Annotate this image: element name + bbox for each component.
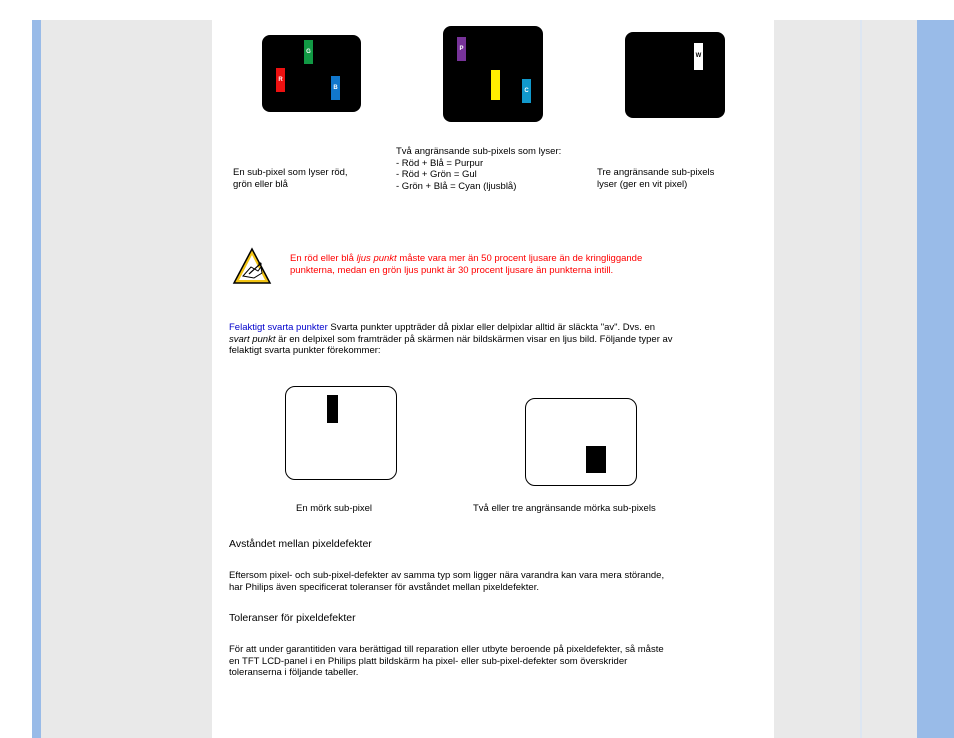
right-blue-margin xyxy=(917,20,954,738)
content-column xyxy=(212,20,774,738)
subpixel-blue: B xyxy=(331,76,340,100)
right-gray-margin xyxy=(774,20,860,738)
subpixel-yellow: Y xyxy=(491,70,500,100)
subpixel-green: G xyxy=(304,40,313,64)
subpixel-cyan: C xyxy=(522,79,531,103)
caption-line: En sub-pixel som lyser röd, xyxy=(233,167,348,178)
paragraph-line: Eftersom pixel- och sub-pixel-defekter av samma typ som ligger nära varandra kan vara mera störande, xyxy=(229,570,665,581)
black-dots-link[interactable]: Felaktigt svarta punkter xyxy=(229,322,328,333)
caption-two-subpixels xyxy=(396,146,561,192)
white-pixel-figure xyxy=(625,32,725,118)
dark-subpixels-figure xyxy=(525,398,637,486)
black-dots-line-1 xyxy=(229,322,673,334)
dark-subpixel-block xyxy=(586,446,606,473)
paragraph-text: är en delpixel som framträder på skärmen när bildskärmen visar en ljus bild. Följande typer av xyxy=(275,333,673,345)
paragraph-emphasis: svart punkt xyxy=(229,333,276,345)
subpixel-purple: P xyxy=(457,37,466,61)
heading-distance: Avståndet mellan pixeldefekter xyxy=(229,538,372,550)
caption-line: Tre angränsande sub-pixels xyxy=(597,167,715,178)
distance-paragraph xyxy=(229,570,664,593)
caption-line: - Röd + Blå = Purpur xyxy=(396,157,484,169)
paragraph-line: har Philips även specificerat toleranser för avståndet mellan pixeldefekter. xyxy=(229,581,539,593)
left-gray-margin xyxy=(41,20,212,738)
caption-line: grön eller blå xyxy=(233,178,288,190)
caption-dark-two: Två eller tre angränsande mörka sub-pixels xyxy=(473,503,656,514)
paragraph-text: Svarta punkter uppträder då pixlar eller delpixlar alltid är släckta "av". Dvs. en xyxy=(327,322,656,333)
dark-subpixel-figure xyxy=(285,386,397,480)
paragraph-line: en TFT LCD-panel i en Philips platt bildskärm ha pixel- eller sub-pixel-defekter som överskrider xyxy=(229,655,628,667)
right-gray-margin-2 xyxy=(862,20,917,738)
black-dots-line-2 xyxy=(229,334,673,346)
note-text xyxy=(290,253,642,276)
caption-line: - Grön + Blå = Cyan (ljusblå) xyxy=(396,180,517,192)
paragraph-line: För att under garantitiden vara berättigad till reparation eller utbyte beroende på pixeldefekter, så måste xyxy=(229,644,664,655)
note-emphasis: ljus punkt xyxy=(356,253,397,264)
black-dots-line-3: felaktigt svarta punkter förekommer: xyxy=(229,345,381,356)
caption-line: Två angränsande sub-pixels som lyser: xyxy=(396,146,562,157)
paragraph-line: toleranserna i följande tabeller. xyxy=(229,667,359,678)
black-dots-paragraph xyxy=(229,322,673,357)
note-line-1 xyxy=(290,253,642,265)
note-text-part: måste vara mer än 50 procent ljusare än de kringliggande xyxy=(396,253,643,264)
heading-tolerance: Toleranser för pixeldefekter xyxy=(229,612,356,624)
caption-three-subpixels xyxy=(597,167,714,190)
two-subpixels-figure xyxy=(443,26,543,122)
note-hand-icon xyxy=(232,247,272,285)
caption-line: - Röd + Grön = Gul xyxy=(396,169,477,180)
note-line-2: punkterna, medan en grön ljus punkt är 30 procent ljusare än punkterna intill. xyxy=(290,264,614,276)
bright-subpixel-figure xyxy=(262,35,361,112)
caption-line: lyser (ger en vit pixel) xyxy=(597,178,688,190)
note-text-part: En röd eller blå xyxy=(290,253,357,264)
subpixel-red: R xyxy=(276,68,285,92)
dark-subpixel xyxy=(327,395,338,423)
left-blue-margin xyxy=(32,20,41,738)
caption-dark-one: En mörk sub-pixel xyxy=(296,503,373,514)
caption-one-subpixel xyxy=(233,167,348,190)
subpixel-white: W xyxy=(694,43,703,70)
tolerance-paragraph xyxy=(229,644,664,679)
